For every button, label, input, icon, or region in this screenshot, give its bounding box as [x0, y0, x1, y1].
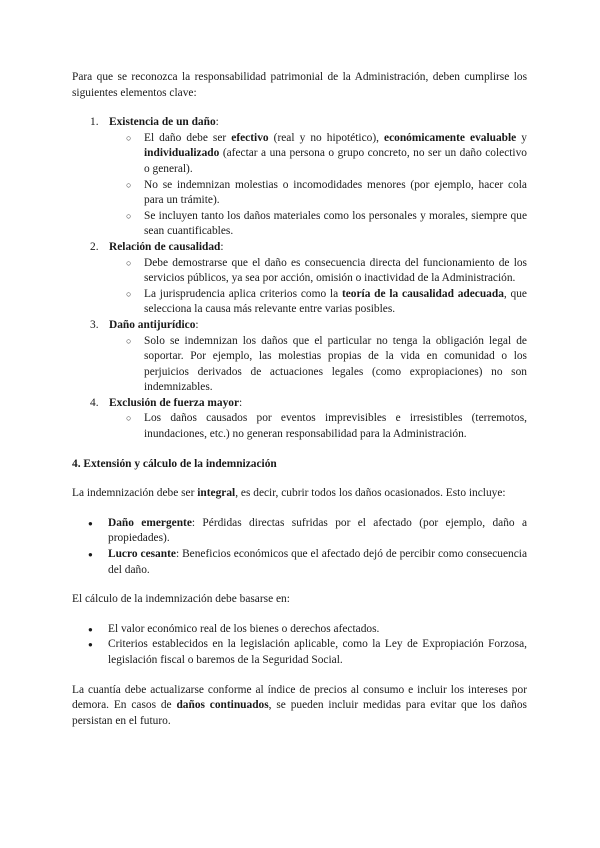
intro-paragraph: Para que se reconozca la responsabilidad patrimonial de la Administración, deben cumplirse los siguientes elementos clave: — [72, 71, 527, 99]
key-element-3: 3. Daño antijurídico: ○ Solo se indemnizan los daños que el particular no tenga la obligación legal de soportar. Por ejemplo, las molestias propias de la vida en comunidad o los perjuicios derivados de actuaciones legales (como expropiaciones) no son indemnizables. — [72, 318, 527, 396]
closing-paragraph: La cuantía debe actualizarse conforme al índice de precios al consumo e incluir los intereses por demora. En casos de daños continuados, se pueden incluir medidas para evitar que los daños persistan en el futuro. — [72, 683, 527, 727]
list-item: ○ Debe demostrarse que el daño es consecuencia directa del funcionamiento de los servicios públicos, ya sea por acción, omisión o inactividad de la Administración. — [109, 256, 527, 287]
list-number: 3. — [90, 318, 99, 331]
list-item: ○ El daño debe ser efectivo (real y no hipotético), económicamente evaluable y individualizado (afectar a una persona o grupo concreto, no ser un daño colectivo o general). — [109, 131, 527, 178]
calculation-criteria-list — [72, 622, 527, 669]
list-number: 4. — [90, 396, 99, 409]
element-title: Daño antijurídico — [109, 318, 196, 331]
list-number: 1. — [90, 116, 99, 129]
list-number: 2. — [90, 240, 99, 253]
key-element-2: 2. Relación de causalidad: ○ Debe demostrarse que el daño es consecuencia directa del funcionamiento de los servicios públicos, ya sea por acción, omisión o inactividad de la Administración. ○ La jurisprudencia aplica criterios como la teoría de la causalidad adecuada, que selecciona la causa más relevante entre varias posibles. — [72, 240, 527, 318]
damage-types-list — [72, 516, 527, 578]
list-item: ○ Los daños causados por eventos imprevisibles e irresistibles (terremotos, inundaciones, etc.) no generan responsabilidad para la Administración. — [109, 411, 527, 442]
key-element-4: 4. Exclusión de fuerza mayor: ○ Los daños causados por eventos imprevisibles e irresistibles (terremotos, inundaciones, etc.) no generan responsabilidad para la Administración. — [72, 396, 527, 443]
list-item: ○ La jurisprudencia aplica criterios como la teoría de la causalidad adecuada, que selecciona la causa más relevante entre varias posibles. — [109, 287, 527, 318]
element-title: Existencia de un daño — [109, 116, 216, 129]
sub-list — [109, 256, 527, 318]
list-item: ● Daño emergente: Pérdidas directas sufridas por el afectado (por ejemplo, daño a propiedades). — [72, 516, 527, 547]
sub-list — [109, 131, 527, 240]
calculation-intro: El cálculo de la indemnización debe basarse en: — [72, 593, 290, 606]
section-heading: 4. Extensión y cálculo de la indemnización — [72, 457, 277, 470]
extension-paragraph: La indemnización debe ser integral, es decir, cubrir todos los daños ocasionados. Esto incluye: — [72, 487, 506, 500]
list-item: ● El valor económico real de los bienes o derechos afectados. — [72, 622, 527, 638]
document-body — [72, 70, 527, 729]
sub-list — [109, 411, 527, 442]
list-item: ● Lucro cesante: Beneficios económicos que el afectado dejó de percibir como consecuencia del daño. — [72, 547, 527, 578]
key-elements-list — [72, 115, 527, 442]
element-title: Exclusión de fuerza mayor — [109, 396, 240, 409]
list-item: ○ Se incluyen tanto los daños materiales como los personales y morales, siempre que sean cuantificables. — [109, 209, 527, 240]
list-item: ● Criterios establecidos en la legislación aplicable, como la Ley de Expropiación Forzosa, legislación fiscal o baremos de la Seguridad Social. — [72, 637, 527, 668]
list-item: ○ No se indemnizan molestias o incomodidades menores (por ejemplo, hacer cola para un trámite). — [109, 178, 527, 209]
sub-list — [109, 334, 527, 396]
key-element-1: 1. Existencia de un daño: ○ El daño debe ser efectivo (real y no hipotético), económicamente evaluable y individualizado (afectar a una persona o grupo concreto, no ser un daño colectivo o general). ○ No se indemnizan molestias o incomodidades menores (por ejemplo, hacer cola para un trámite). ○ Se incluyen tanto los daños materiales como los personales y morales, siempre que sean cuantificables. — [72, 115, 527, 240]
element-title: Relación de causalidad — [109, 240, 221, 253]
list-item: ○ Solo se indemnizan los daños que el particular no tenga la obligación legal de soportar. Por ejemplo, las molestias propias de la vida en comunidad o los perjuicios derivados de actuaciones legales (como expropiaciones) no son indemnizables. — [109, 334, 527, 396]
